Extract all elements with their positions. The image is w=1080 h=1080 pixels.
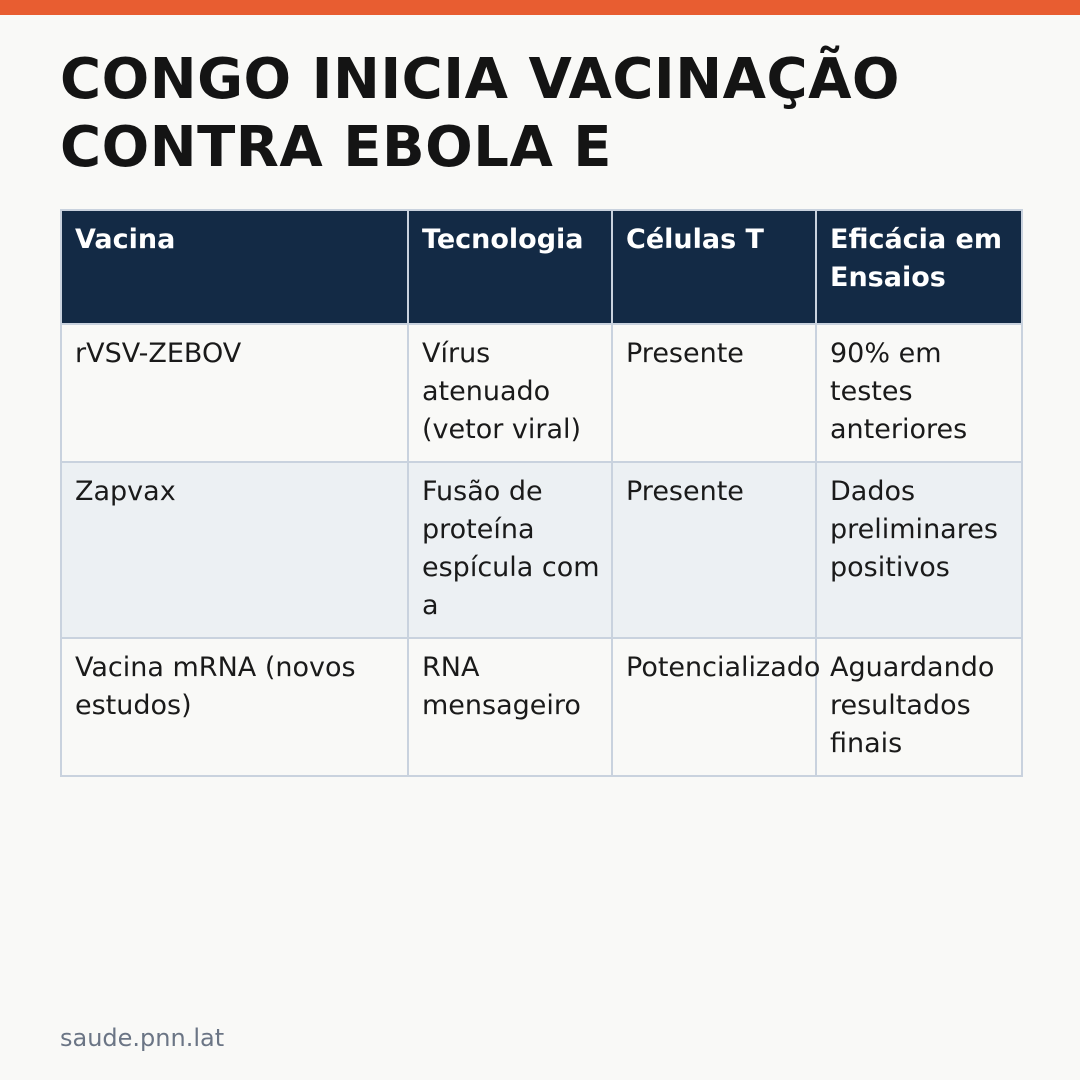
cell-vacina: Zapvax: [61, 462, 408, 638]
cell-tecnologia: Fusão de proteína espícula com a: [408, 462, 612, 638]
cell-eficacia: Aguardando resultados finais: [816, 638, 1022, 776]
cell-celulas-t: Presente: [612, 324, 816, 462]
vaccine-table: [60, 209, 1021, 777]
source-footer: saude.pnn.lat: [60, 1024, 225, 1052]
cell-vacina: Vacina mRNA (novos estudos): [61, 638, 408, 776]
accent-bar: [0, 0, 1080, 15]
cell-eficacia: 90% em testes anteriores: [816, 324, 1022, 462]
cell-eficacia: Dados preliminares positivos: [816, 462, 1022, 638]
cell-celulas-t: Presente: [612, 462, 816, 638]
column-header-celulas-t: Células T: [612, 210, 816, 324]
table-header-row: [61, 210, 1022, 324]
column-header-vacina: Vacina: [61, 210, 408, 324]
column-header-tecnologia: Tecnologia: [408, 210, 612, 324]
cell-tecnologia: RNA mensageiro: [408, 638, 612, 776]
table-row: [61, 638, 1022, 776]
table-row: [61, 324, 1022, 462]
table-row: [61, 462, 1022, 638]
column-header-eficacia: Eficácia em Ensaios: [816, 210, 1022, 324]
cell-celulas-t: Potencializado: [612, 638, 816, 776]
cell-vacina: rVSV-ZEBOV: [61, 324, 408, 462]
cell-tecnologia: Vírus atenuado (vetor viral): [408, 324, 612, 462]
headline: CONGO INICIA VACINAÇÃO CONTRA EBOLA E: [60, 47, 901, 180]
